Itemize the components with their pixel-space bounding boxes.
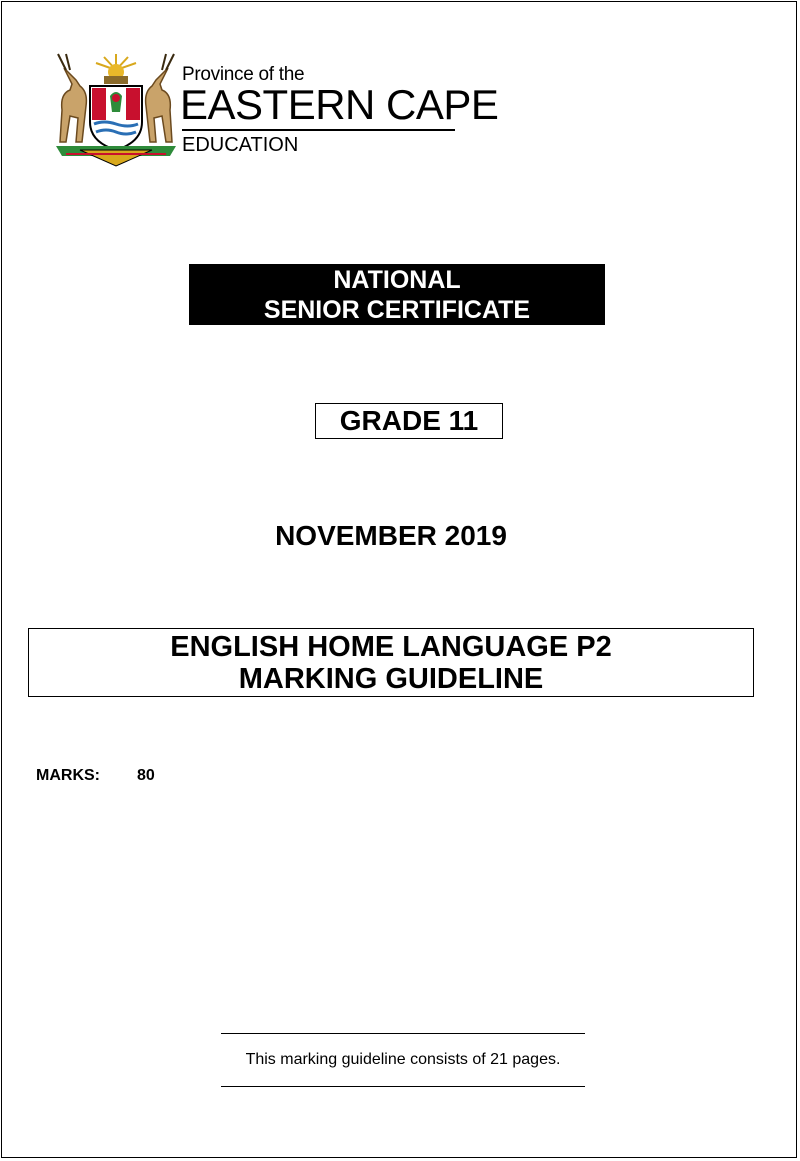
page-count-note: This marking guideline consists of 21 pages. <box>245 1051 561 1068</box>
subject-title: ENGLISH HOME LANGUAGE P2 <box>170 631 612 663</box>
logo-department: EDUCATION <box>182 134 299 156</box>
certificate-line-1: NATIONAL <box>333 266 461 294</box>
province-logo <box>46 50 499 170</box>
document-type: MARKING GUIDELINE <box>238 663 544 695</box>
footer-rule-top <box>221 1033 585 1034</box>
subject-box <box>28 628 754 697</box>
marks-value: 80 <box>137 767 155 784</box>
grade-box: GRADE 11 <box>315 403 503 439</box>
certificate-banner <box>189 264 605 325</box>
certificate-line-2: SENIOR CERTIFICATE <box>263 296 531 324</box>
page-border <box>1 1 797 1158</box>
logo-province-text: Province of the <box>182 64 305 85</box>
logo-province-name: EASTERN CAPE <box>180 81 499 128</box>
exam-date: NOVEMBER 2019 <box>275 520 507 551</box>
marks-label: MARKS: <box>36 767 100 784</box>
coat-of-arms-icon <box>46 50 186 168</box>
logo-divider <box>182 129 455 131</box>
footer-rule-bottom <box>221 1086 585 1087</box>
